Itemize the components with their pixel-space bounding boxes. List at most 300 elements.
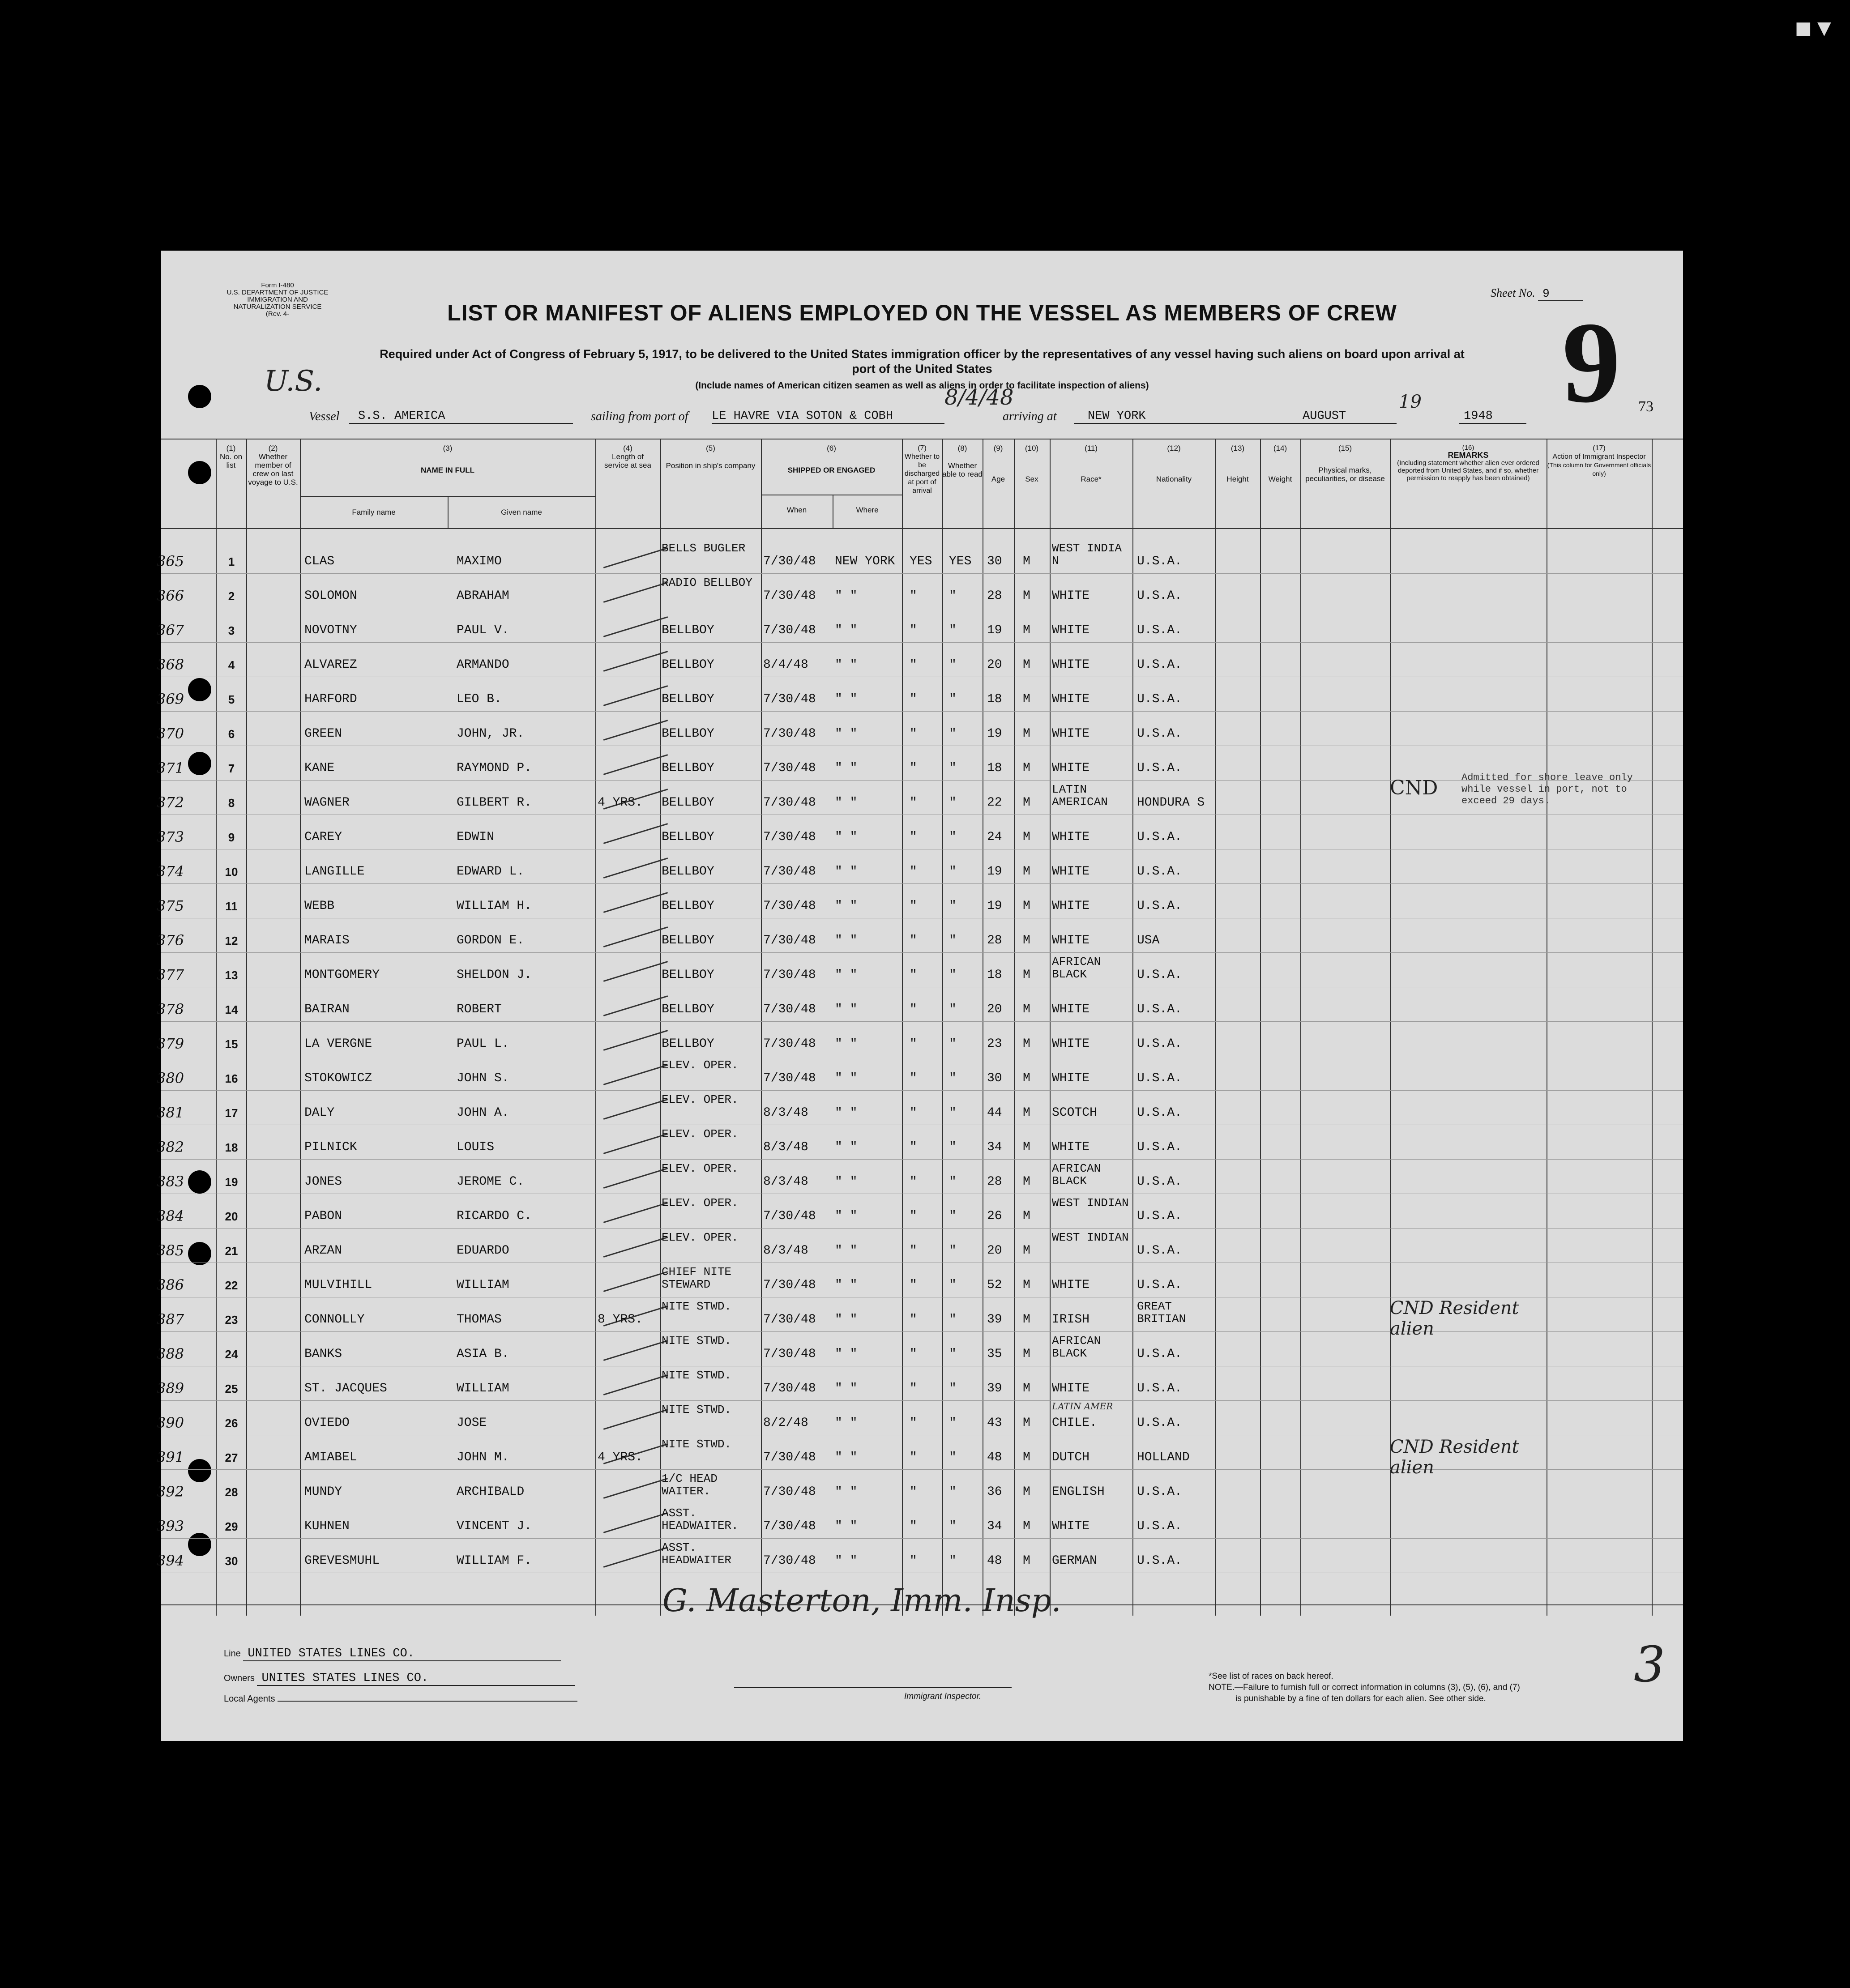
- row-number: 10: [225, 865, 238, 879]
- cell-read: ": [949, 1347, 957, 1361]
- cell-disch: ": [910, 623, 917, 637]
- cell-race: AFRICAN BLACK: [1052, 1162, 1101, 1188]
- subtitle-port: port of the United States: [852, 362, 992, 375]
- cell-family: ALVAREZ: [304, 658, 357, 672]
- cell-race: DUTCH: [1052, 1450, 1090, 1464]
- cell-sex: M: [1023, 1519, 1030, 1533]
- cell-where: " ": [835, 589, 858, 603]
- cell-read: ": [949, 968, 957, 982]
- cell-family: WAGNER: [304, 796, 350, 810]
- cell-where: " ": [835, 761, 858, 775]
- header-name: (3) NAME IN FULL: [421, 444, 474, 474]
- sheet-number-value: 9: [1538, 287, 1583, 301]
- cell-position: BELLBOY: [662, 1037, 714, 1051]
- cell-when: 7/30/48: [763, 1209, 816, 1223]
- cell-when: 8/3/48: [763, 1244, 808, 1258]
- row-number: 27: [225, 1451, 238, 1464]
- cell-when: 7/30/48: [763, 555, 816, 568]
- cell-read: ": [949, 1175, 957, 1189]
- cell-given: ABRAHAM: [457, 589, 509, 603]
- row-number: 26: [225, 1416, 238, 1430]
- cell-position: ELEV. OPER.: [662, 1196, 739, 1210]
- cell-when: 7/30/48: [763, 692, 816, 706]
- cell-sex: M: [1023, 692, 1030, 706]
- cell-nat: U.S.A.: [1137, 1554, 1182, 1568]
- cell-when: 8/4/48: [763, 658, 808, 672]
- cell-age: 44: [987, 1106, 1002, 1120]
- cell-sex: M: [1023, 761, 1030, 775]
- cell-where: " ": [835, 899, 858, 913]
- cell-age: 34: [987, 1519, 1002, 1533]
- cell-read: ": [949, 589, 957, 603]
- row-line-number: 368: [157, 656, 184, 673]
- cell-disch: ": [910, 1347, 917, 1361]
- service-pen-stroke: [603, 1374, 668, 1395]
- row-line-number: 388: [157, 1345, 184, 1362]
- cell-when: 7/30/48: [763, 830, 816, 844]
- cell-nat: U.S.A.: [1137, 1244, 1182, 1258]
- cell-age: 19: [987, 899, 1002, 913]
- cell-sex: M: [1023, 1244, 1030, 1258]
- cell-position: BELLBOY: [662, 865, 714, 879]
- footer-line-value: UNITED STATES LINES CO.: [243, 1647, 561, 1661]
- cell-given: WILLIAM: [457, 1278, 509, 1292]
- cell-disch: ": [910, 1278, 917, 1292]
- cell-given: EDWIN: [457, 830, 495, 844]
- header-nationality: (12) Nationality: [1156, 444, 1192, 483]
- header-weight: (14) Weight: [1268, 444, 1292, 483]
- form-number: Form I-480: [261, 282, 294, 289]
- cell-family: MULVIHILL: [304, 1278, 372, 1292]
- cell-age: 30: [987, 1071, 1002, 1085]
- row-number: 2: [228, 589, 235, 603]
- cell-sex: M: [1023, 865, 1030, 879]
- cell-age: 48: [987, 1554, 1002, 1568]
- arrival-day: 19: [1399, 392, 1422, 412]
- cell-nat: U.S.A.: [1137, 658, 1182, 672]
- footer-agents-value: [278, 1701, 577, 1702]
- service-pen-stroke: [603, 1202, 668, 1223]
- arriving-label: arriving at: [1003, 410, 1057, 423]
- form-rev: (Rev. 4-: [265, 310, 290, 318]
- cell-service: 4 YRS.: [598, 796, 643, 810]
- form-service: IMMIGRATION AND NATURALIZATION SERVICE: [233, 296, 322, 311]
- row-line-number: 366: [157, 587, 184, 604]
- service-pen-stroke: [603, 1064, 668, 1085]
- cell-given: LOUIS: [457, 1140, 495, 1154]
- service-pen-stroke: [603, 720, 668, 741]
- cell-sex: M: [1023, 1209, 1030, 1223]
- service-pen-stroke: [603, 961, 668, 982]
- cell-read: ": [949, 1106, 957, 1120]
- cell-disch: ": [910, 1416, 917, 1430]
- row-number: 9: [228, 831, 235, 844]
- service-pen-stroke: [603, 926, 668, 947]
- cell-read: ": [949, 899, 957, 913]
- cell-disch: ": [910, 934, 917, 947]
- cell-position: 1/C HEAD WAITER.: [662, 1472, 718, 1498]
- row-line-number: 382: [157, 1139, 184, 1156]
- cell-when: 7/30/48: [763, 761, 816, 775]
- service-pen-stroke: [603, 892, 668, 913]
- cell-family: MUNDY: [304, 1485, 342, 1499]
- cell-disch: ": [910, 727, 917, 741]
- cell-when: 7/30/48: [763, 865, 816, 879]
- cell-when: 7/30/48: [763, 1382, 816, 1395]
- row-line-number: 376: [157, 932, 184, 949]
- cell-disch: ": [910, 865, 917, 879]
- service-pen-stroke: [603, 823, 668, 844]
- cell-position: ASST. HEADWAITER: [662, 1541, 732, 1567]
- cell-disch: ": [910, 1003, 917, 1016]
- cell-race: IRISH: [1052, 1313, 1090, 1327]
- cell-family: PABON: [304, 1209, 342, 1223]
- cell-sex: M: [1023, 555, 1030, 568]
- square-icon: ■: [1795, 18, 1812, 38]
- header-remarks: (16) REMARKS (Including statement whether alien ever ordered deported from United States, and if so, whether permission to reapply has been obtained): [1397, 444, 1539, 482]
- cell-family: LANGILLE: [304, 865, 365, 879]
- cell-position: ELEV. OPER.: [662, 1058, 739, 1072]
- cell-read: ": [949, 1003, 957, 1016]
- row-number: 16: [225, 1072, 238, 1085]
- cell-age: 19: [987, 727, 1002, 741]
- cell-sex: M: [1023, 1140, 1030, 1154]
- cell-race: WHITE: [1052, 1519, 1090, 1533]
- header-age: (9) Age: [991, 444, 1005, 483]
- cell-family: ARZAN: [304, 1244, 342, 1258]
- cell-race: WEST INDIA N: [1052, 542, 1122, 567]
- cell-family: AMIABEL: [304, 1450, 357, 1464]
- cell-family: SOLOMON: [304, 589, 357, 603]
- row-number: 18: [225, 1141, 238, 1154]
- cell-nat: HOLLAND: [1137, 1450, 1190, 1464]
- cell-disch: ": [910, 1485, 917, 1499]
- row-line-number: 377: [157, 966, 184, 983]
- cell-disch: ": [910, 589, 917, 603]
- service-pen-stroke: [603, 1409, 668, 1430]
- cell-race: WHITE: [1052, 692, 1090, 706]
- cell-where: " ": [835, 623, 858, 637]
- cell-given: WILLIAM H.: [457, 899, 532, 913]
- cell-given: JOHN S.: [457, 1071, 509, 1085]
- cell-given: MAXIMO: [457, 555, 502, 568]
- cell-nat: U.S.A.: [1137, 1003, 1182, 1016]
- row-line-number: 381: [157, 1104, 184, 1121]
- cell-race: GERMAN: [1052, 1554, 1097, 1568]
- cell-where: " ": [835, 692, 858, 706]
- cell-age: 24: [987, 830, 1002, 844]
- cell-sex: M: [1023, 1485, 1030, 1499]
- row-number: 14: [225, 1003, 238, 1016]
- row-line-number: 369: [157, 691, 184, 708]
- row-number: 3: [228, 624, 235, 637]
- cell-given: ASIA B.: [457, 1347, 509, 1361]
- cell-race: WHITE: [1052, 658, 1090, 672]
- row-line-number: 378: [157, 1001, 184, 1018]
- cell-family: MONTGOMERY: [304, 968, 380, 982]
- cell-race: WHITE: [1052, 1278, 1090, 1292]
- row-line-number: 374: [157, 863, 184, 880]
- row-number: 30: [225, 1554, 238, 1568]
- cell-disch: ": [910, 1450, 917, 1464]
- cell-given: ARMANDO: [457, 658, 509, 672]
- cell-position: NITE STWD.: [662, 1334, 732, 1348]
- cell-given: THOMAS: [457, 1313, 502, 1327]
- row-number: 8: [228, 796, 235, 810]
- cell-sex: M: [1023, 1313, 1030, 1327]
- cell-race: WHITE: [1052, 934, 1090, 947]
- cell-disch: ": [910, 830, 917, 844]
- cell-where: " ": [835, 1106, 858, 1120]
- cell-disch: ": [910, 968, 917, 982]
- cell-given: JOHN A.: [457, 1106, 509, 1120]
- subtitle-act: Required under Act of Congress of February 5, 1917, to be delivered to the United States immigration officer by the representatives of any vessel having such aliens on board upon arrival at: [380, 347, 1465, 361]
- cell-sex: M: [1023, 1175, 1030, 1189]
- note-fine: is punishable by a fine of ten dollars for each alien. See other side.: [1235, 1694, 1486, 1703]
- header-race: (11) Race*: [1081, 444, 1102, 483]
- cell-age: 35: [987, 1347, 1002, 1361]
- remark-resident-27: CND Resident alien: [1390, 1437, 1519, 1478]
- cell-when: 7/30/48: [763, 1278, 816, 1292]
- service-pen-stroke: [603, 754, 668, 775]
- cell-when: 7/30/48: [763, 1071, 816, 1085]
- cell-nat: U.S.A.: [1137, 555, 1182, 568]
- cell-when: 7/30/48: [763, 1037, 816, 1051]
- cell-family: GREVESMUHL: [304, 1554, 380, 1568]
- service-pen-stroke: [603, 582, 668, 603]
- row-number: 29: [225, 1520, 238, 1533]
- row-line-number: 389: [157, 1380, 184, 1397]
- cell-read: ": [949, 1244, 957, 1258]
- cell-age: 28: [987, 589, 1002, 603]
- cell-family: GREEN: [304, 727, 342, 741]
- service-pen-stroke: [603, 1271, 668, 1292]
- cell-sex: M: [1023, 623, 1030, 637]
- arriving-port: NEW YORK: [1074, 410, 1320, 424]
- cell-race: WHITE: [1052, 589, 1090, 603]
- cell-read: ": [949, 658, 957, 672]
- header-length-service: (4) Length of service at sea: [604, 444, 651, 469]
- cell-sex: M: [1023, 934, 1030, 947]
- cell-read: ": [949, 692, 957, 706]
- cell-when: 7/30/48: [763, 1003, 816, 1016]
- cell-disch: ": [910, 1554, 917, 1568]
- cell-where: NEW YORK: [835, 555, 895, 568]
- cell-disch: ": [910, 1313, 917, 1327]
- page-title: LIST OR MANIFEST OF ALIENS EMPLOYED ON THE VESSEL AS MEMBERS OF CREW: [447, 300, 1397, 325]
- cell-nat: U.S.A.: [1137, 830, 1182, 844]
- row-line-number: 370: [157, 725, 184, 742]
- cell-position: ELEV. OPER.: [662, 1093, 739, 1106]
- header-inspector-action: (17) Action of Immigrant Inspector (This column for Government officials only): [1547, 444, 1651, 477]
- row-line-number: 394: [157, 1552, 184, 1569]
- header-height: (13) Height: [1226, 444, 1249, 483]
- handwritten-date: 8/4/48: [944, 385, 1014, 410]
- cell-where: " ": [835, 727, 858, 741]
- row-number: 5: [228, 693, 235, 706]
- note-failure: NOTE.—Failure to furnish full or correct information in columns (3), (5), (6), and (7): [1209, 1683, 1520, 1692]
- row-line-number: 390: [157, 1414, 184, 1431]
- cell-where: " ": [835, 1071, 858, 1085]
- cell-disch: ": [910, 1071, 917, 1085]
- cell-when: 7/30/48: [763, 1313, 816, 1327]
- cell-disch: ": [910, 1140, 917, 1154]
- header-family-name: Family name: [352, 508, 396, 516]
- cell-family: BANKS: [304, 1347, 342, 1361]
- service-pen-stroke: [603, 995, 668, 1016]
- row-number: 4: [228, 658, 235, 672]
- cell-nat: U.S.A.: [1137, 1175, 1182, 1189]
- cell-disch: ": [910, 1209, 917, 1223]
- cell-race: WHITE: [1052, 1071, 1090, 1085]
- cell-family: OVIEDO: [304, 1416, 350, 1430]
- cell-read: ": [949, 761, 957, 775]
- cell-given: VINCENT J.: [457, 1519, 532, 1533]
- cell-family: CAREY: [304, 830, 342, 844]
- cell-age: 26: [987, 1209, 1002, 1223]
- cell-when: 7/30/48: [763, 934, 816, 947]
- cell-read: ": [949, 865, 957, 879]
- cell-family: CONNOLLY: [304, 1313, 365, 1327]
- cell-when: 7/30/48: [763, 1519, 816, 1533]
- service-pen-stroke: [603, 1340, 668, 1361]
- cell-nat: GREAT BRITIAN: [1137, 1300, 1186, 1326]
- cell-where: " ": [835, 1140, 858, 1154]
- cell-read: ": [949, 1554, 957, 1568]
- row-number: 17: [225, 1106, 238, 1120]
- cell-position: NITE STWD.: [662, 1438, 732, 1451]
- cell-read: ": [949, 1209, 957, 1223]
- cell-disch: ": [910, 658, 917, 672]
- cell-where: " ": [835, 658, 858, 672]
- cell-position: BELLBOY: [662, 968, 714, 982]
- row-line-number: 373: [157, 828, 184, 845]
- cell-read: ": [949, 1450, 957, 1464]
- row-number: 13: [225, 968, 238, 982]
- sailing-label: sailing from port of: [591, 410, 688, 423]
- cell-race: ENGLISH: [1052, 1485, 1105, 1499]
- cell-position: ELEV. OPER.: [662, 1162, 739, 1175]
- cell-when: 7/30/48: [763, 796, 816, 810]
- header-where: Where: [856, 506, 879, 514]
- cell-race: WEST INDIAN: [1052, 1196, 1129, 1210]
- cell-sex: M: [1023, 968, 1030, 982]
- cell-when: 7/30/48: [763, 899, 816, 913]
- big-sheet-number: 9: [1562, 298, 1620, 427]
- cell-sex: M: [1023, 1347, 1030, 1361]
- cell-family: JONES: [304, 1175, 342, 1189]
- cell-family: KUHNEN: [304, 1519, 350, 1533]
- cell-race: WHITE: [1052, 761, 1090, 775]
- cell-nat: U.S.A.: [1137, 1209, 1182, 1223]
- header-able-read: (8) Whether able to read: [942, 444, 983, 478]
- cell-when: 7/30/48: [763, 1450, 816, 1464]
- cell-where: " ": [835, 1313, 858, 1327]
- header-when: When: [786, 506, 807, 514]
- cell-when: 7/30/48: [763, 1554, 816, 1568]
- cell-sex: M: [1023, 1037, 1030, 1051]
- punch-hole: [188, 385, 211, 408]
- cell-nat: U.S.A.: [1137, 589, 1182, 603]
- cell-nat: USA: [1137, 934, 1160, 947]
- cell-position: CHIEF NITE STEWARD: [662, 1265, 732, 1291]
- cell-where: " ": [835, 830, 858, 844]
- cell-position: BELLBOY: [662, 692, 714, 706]
- cell-age: 52: [987, 1278, 1002, 1292]
- cell-position: BELLS BUGLER: [662, 542, 746, 555]
- crew-table: [157, 439, 1683, 1616]
- cell-position: BELLBOY: [662, 796, 714, 810]
- cell-age: 18: [987, 692, 1002, 706]
- row-number: 19: [225, 1175, 238, 1189]
- cell-age: 19: [987, 623, 1002, 637]
- row-number: 12: [225, 934, 238, 947]
- cell-disch: ": [910, 1175, 917, 1189]
- row-number: 1: [228, 555, 235, 568]
- cell-nat: U.S.A.: [1137, 1416, 1182, 1430]
- cell-position: BELLBOY: [662, 830, 714, 844]
- header-physical-marks: (15) Physical marks, peculiarities, or disease: [1305, 444, 1385, 483]
- cell-family: DALY: [304, 1106, 335, 1120]
- cell-sex: M: [1023, 1278, 1030, 1292]
- cell-family: LA VERGNE: [304, 1037, 372, 1051]
- cell-disch: ": [910, 899, 917, 913]
- service-pen-stroke: [603, 685, 668, 706]
- cell-given: RAYMOND P.: [457, 761, 532, 775]
- handwritten-us: U.S.: [264, 365, 323, 398]
- cell-family: BAIRAN: [304, 1003, 350, 1016]
- cell-given: ROBERT: [457, 1003, 502, 1016]
- row-line-number: 393: [157, 1518, 184, 1535]
- vessel-label: Vessel: [309, 410, 340, 423]
- cell-where: " ": [835, 934, 858, 947]
- cell-nat: HONDURA S: [1137, 796, 1205, 810]
- service-pen-stroke: [603, 1168, 668, 1189]
- cell-read: ": [949, 1485, 957, 1499]
- cell-read: ": [949, 1416, 957, 1430]
- cell-sex: M: [1023, 1416, 1030, 1430]
- cell-race: WHITE: [1052, 1140, 1090, 1154]
- row-line-number: 391: [157, 1449, 184, 1466]
- cell-where: " ": [835, 1554, 858, 1568]
- cell-sex: M: [1023, 1450, 1030, 1464]
- service-pen-stroke: [603, 1478, 668, 1499]
- header-shipped: (6) SHIPPED OR ENGAGED: [787, 444, 876, 474]
- cell-position: BELLBOY: [662, 934, 714, 947]
- row-line-number: 386: [157, 1276, 184, 1293]
- header-no: (1) No. on list: [219, 444, 243, 469]
- service-pen-stroke: [603, 547, 668, 568]
- row-number: 6: [228, 727, 235, 741]
- row-line-number: 384: [157, 1207, 184, 1224]
- cell-given: JOHN, JR.: [457, 727, 525, 741]
- cell-position: BELLBOY: [662, 727, 714, 741]
- row-line-number: 383: [157, 1173, 184, 1190]
- header-given-name: Given name: [501, 508, 542, 516]
- cell-disch: ": [910, 796, 917, 810]
- service-pen-stroke: [603, 1133, 668, 1154]
- cell-age: 20: [987, 658, 1002, 672]
- cell-nat: U.S.A.: [1137, 865, 1182, 879]
- cell-where: " ": [835, 1037, 858, 1051]
- cell-age: 28: [987, 934, 1002, 947]
- row-number: 28: [225, 1485, 238, 1499]
- cell-age: 19: [987, 865, 1002, 879]
- sheet-number-label: Sheet No.: [1491, 286, 1535, 299]
- cell-when: 8/3/48: [763, 1106, 808, 1120]
- service-pen-stroke: [603, 1099, 668, 1120]
- cell-where: " ": [835, 1347, 858, 1361]
